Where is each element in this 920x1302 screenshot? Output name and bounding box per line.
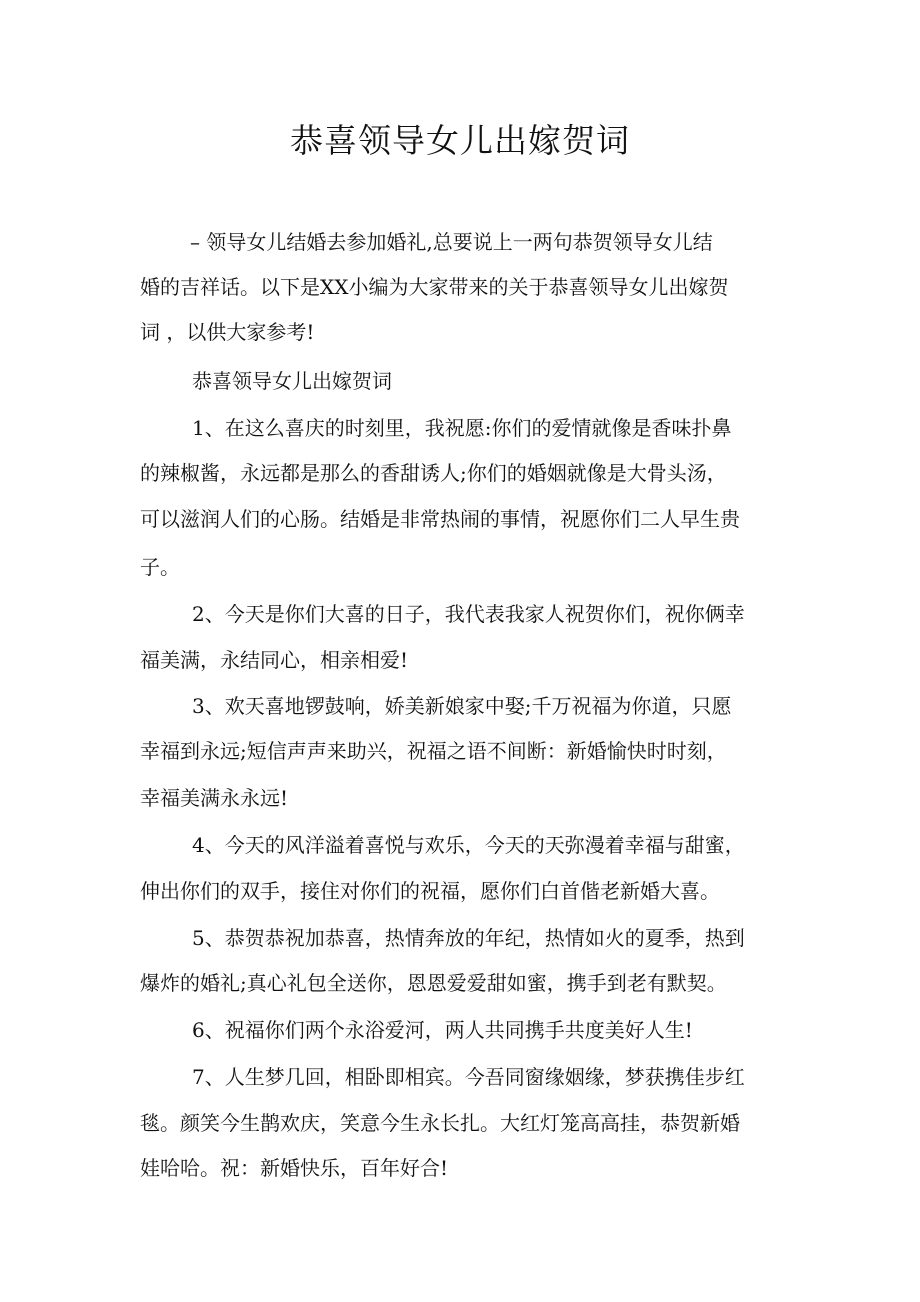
- item-line: 娃哈哈。祝：新婚快乐，百年好合!: [140, 1156, 449, 1180]
- item-line: 幸福到永远;短信声声来助兴，祝福之语不间断：新婚愉快时时刻，: [140, 739, 727, 763]
- item-line: 的辣椒酱，永远都是那么的香甜诱人;你们的婚姻就像是大骨头汤，: [140, 461, 727, 485]
- item-line: 爆炸的婚礼;真心礼包全送你，恩恩爱爱甜如蜜，携手到老有默契。: [140, 971, 727, 995]
- item-line: 子。: [140, 555, 180, 579]
- item-line: 2、今天是你们大喜的日子，我代表我家人祝贺你们，祝你俩幸: [192, 602, 745, 626]
- intro-line: – 领导女儿结婚去参加婚礼,总要说上一两句恭贺领导女儿结: [190, 230, 713, 254]
- intro-line: 婚的吉祥话。以下是XX小编为大家带来的关于恭喜领导女儿出嫁贺: [140, 275, 729, 299]
- item-line: 毯。颜笑今生鹊欢庆，笑意今生永长扎。大红灯笼高高挂，恭贺新婚: [140, 1111, 740, 1135]
- item-line: 可以滋润人们的心肠。结婚是非常热闹的事情，祝愿你们二人早生贵: [140, 507, 740, 531]
- item-line: 7、人生梦几回，相卧即相宾。今吾同窗缘姻缘，梦获携佳步红: [192, 1065, 745, 1089]
- item-line: 1、在这么喜庆的时刻里，我祝愿:你们的爱情就像是香味扑鼻: [192, 416, 732, 440]
- item-line: 幸福美满永永远!: [140, 786, 289, 810]
- item-line: 6、祝福你们两个永浴爱河，两人共同携手共度美好人生!: [192, 1018, 693, 1042]
- document-title: 恭喜领导女儿出嫁贺词: [290, 121, 630, 160]
- section-subtitle: 恭喜领导女儿出嫁贺词: [192, 369, 392, 393]
- intro-line: 词 ，以供大家参考!: [140, 320, 315, 344]
- item-line: 福美满，永结同心，相亲相爱!: [140, 648, 409, 672]
- item-line: 4、今天的风洋溢着喜悦与欢乐，今天的天弥漫着幸福与甜蜜，: [192, 833, 745, 857]
- item-line: 3、欢天喜地锣鼓响，娇美新娘家中娶;千万祝福为你道，只愿: [192, 694, 732, 718]
- item-line: 5、恭贺恭祝加恭喜，热情奔放的年纪，热情如火的夏季，热到: [192, 926, 745, 950]
- item-line: 伸出你们的双手，接住对你们的祝福，愿你们白首偕老新婚大喜。: [140, 879, 720, 903]
